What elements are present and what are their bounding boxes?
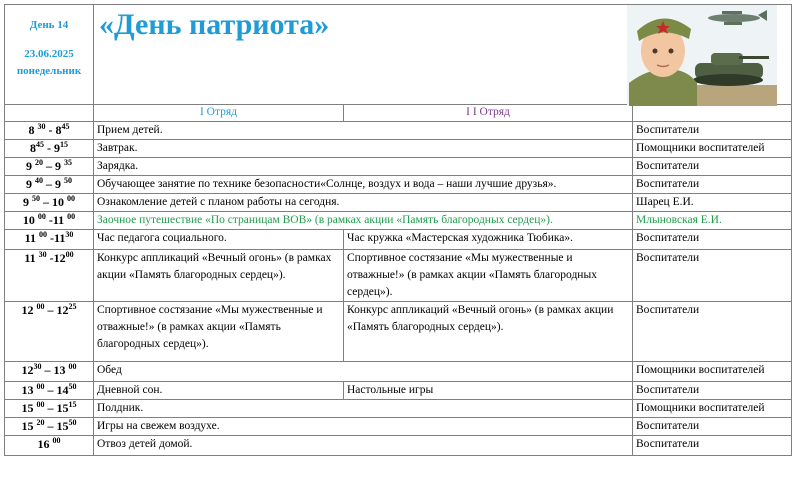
time-cell: 11 $^{30}$ $-12^{00}$ (5, 250, 94, 302)
activity-cell: Зарядка. (94, 158, 633, 176)
date-label: 23.06.2025 (24, 48, 74, 60)
time-cell: 11 $^{00}$ $-11^{30}$ (5, 230, 94, 250)
activity-cell: Отвоз детей домой. (94, 436, 633, 456)
schedule-table (4, 4, 792, 456)
responsible-cell: Млыновская Е.И. (633, 212, 792, 230)
squad-1-activity: Дневной сон. (94, 382, 344, 400)
time-cell: 16 $^{00}$ (5, 436, 94, 456)
squad-2-activity: Конкурс аппликаций «Вечный огонь» (в рамках акции «Память благородных сердец»). (344, 302, 633, 362)
squad-2-activity: Час кружка «Мастерская художника Тюбика». (344, 230, 633, 250)
responsible-cell: Воспитатели (633, 418, 792, 436)
squad-1-activity: Час педагога социального. (94, 230, 344, 250)
schedule-row (5, 230, 792, 250)
page-title: «День патриота» (99, 8, 330, 41)
schedule-row (5, 362, 792, 382)
time-cell: 15 $^{20} - 15^{50}$ (5, 418, 94, 436)
squad-1-header: I Отряд (94, 105, 344, 122)
responsible-cell: Воспитатели (633, 382, 792, 400)
responsible-cell: Воспитатели (633, 158, 792, 176)
schedule-row (5, 418, 792, 436)
responsible-cell: Шарец Е.И. (633, 194, 792, 212)
squad-2-activity: Настольные игры (344, 382, 633, 400)
responsible-cell: Воспитатели (633, 230, 792, 250)
title-cell (94, 5, 792, 105)
weekday-label: понедельник (16, 65, 82, 77)
time-cell: 13 $^{00} - 14^{50}$ (5, 382, 94, 400)
schedule-row (5, 250, 792, 302)
schedule-row (5, 194, 792, 212)
activity-cell: Полдник. (94, 400, 633, 418)
responsible-cell: Воспитатели (633, 436, 792, 456)
activity-cell: Игры на свежем воздухе. (94, 418, 633, 436)
schedule-row (5, 302, 792, 362)
schedule-row (5, 176, 792, 194)
time-cell: 9 $^{20}$ – 9 $^{35}$ (5, 158, 94, 176)
activity-cell: Прием детей. (94, 122, 633, 140)
time-cell: 10 $^{00}$ -11 $^{00}$ (5, 212, 94, 230)
schedule-row (5, 400, 792, 418)
time-cell: 8 $^{30} - 8^{45}$ (5, 122, 94, 140)
activity-cell: Ознакомление детей с планом работы на сегодня. (94, 194, 633, 212)
schedule-row (5, 382, 792, 400)
responsible-cell: Воспитатели (633, 302, 792, 362)
squad-2-header: I I Отряд (344, 105, 633, 122)
squad-1-activity: Спортивное состязание «Мы мужественные и отважные!» (в рамках акции «Память благородных сердец»). (94, 302, 344, 362)
responsible-cell: Воспитатели (633, 176, 792, 194)
day-info (5, 5, 94, 105)
squad-1-activity: Конкурс аппликаций «Вечный огонь» (в рамках акции «Память благородных сердец»). (94, 250, 344, 302)
header-row (5, 5, 792, 105)
schedule-row (5, 140, 792, 158)
time-cell: 15 $^{00} - 15^{15}$ (5, 400, 94, 418)
schedule-row (5, 158, 792, 176)
soldier-illustration-icon (627, 5, 777, 106)
squads-row (5, 105, 792, 122)
schedule-row (5, 122, 792, 140)
activity-cell: Заочное путешествие «По страницам ВОВ» (в рамках акции «Память благородных сердец»). (94, 212, 633, 230)
responsible-cell: Воспитатели (633, 250, 792, 302)
responsible-cell: Помощники воспитателей (633, 400, 792, 418)
squad-2-activity: Спортивное состязание «Мы мужественные и отважные!» (в рамках акции «Память благородных сердец»). (344, 250, 633, 302)
activity-cell: Обед (94, 362, 633, 382)
time-cell: 9 $^{50}$ – 10 $^{00}$ (5, 194, 94, 212)
responsible-cell: Воспитатели (633, 122, 792, 140)
time-cell: $8^{45} - 9^{15}$ (5, 140, 94, 158)
schedule-row (5, 212, 792, 230)
activity-cell: Обучающее занятие по технике безопасности«Солнце, воздух и вода – наши лучшие друзья». (94, 176, 633, 194)
time-cell: $12^{30} - 13$ $^{00}$ (5, 362, 94, 382)
schedule-row (5, 436, 792, 456)
day-label: День 14 (29, 19, 69, 31)
time-cell: 12 $^{00} - 12^{25}$ (5, 302, 94, 362)
activity-cell: Завтрак. (94, 140, 633, 158)
responsible-cell: Помощники воспитателей (633, 140, 792, 158)
responsible-cell: Помощники воспитателей (633, 362, 792, 382)
time-cell: 9 $^{40}$ – 9 $^{50}$ (5, 176, 94, 194)
